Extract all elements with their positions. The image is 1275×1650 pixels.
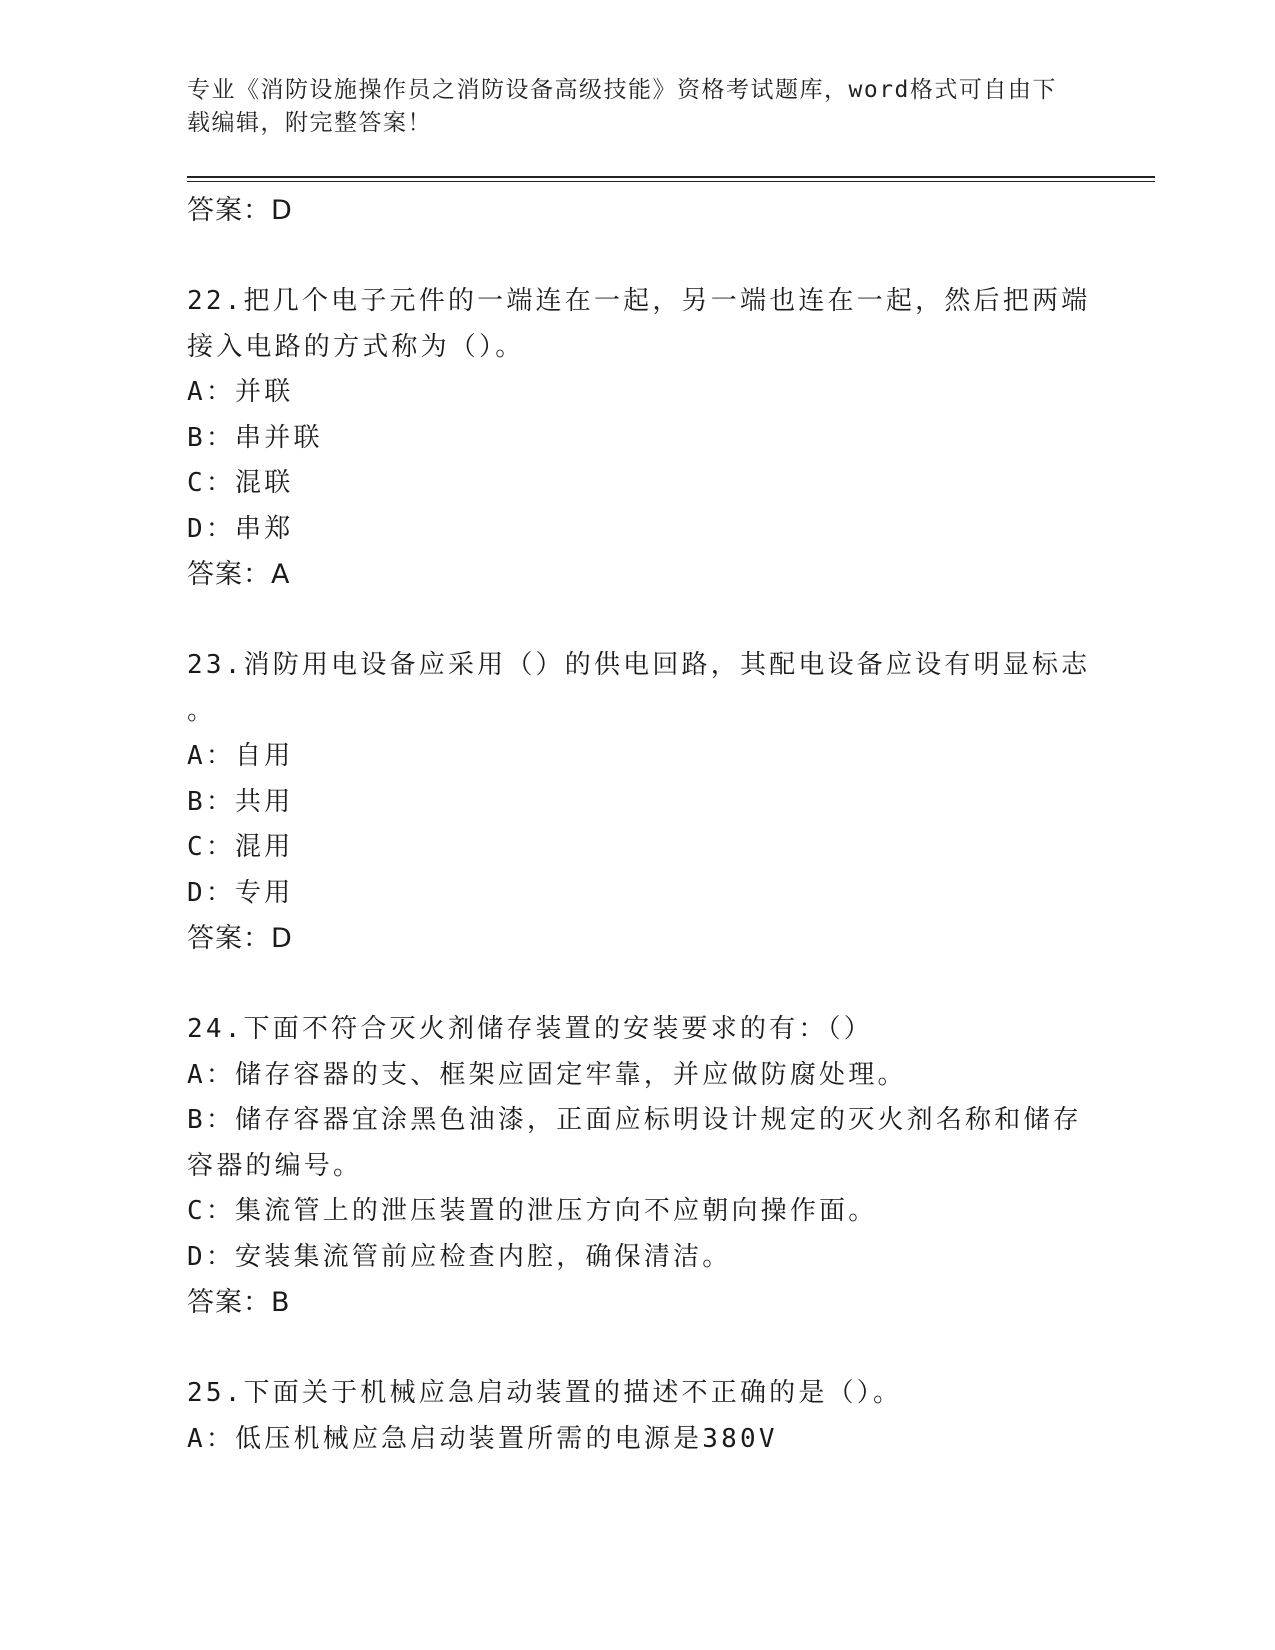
question-stem: 23.消防用电设备应采用（）的供电回路，其配电设备应设有明显标志: [187, 650, 1091, 680]
question-25: [187, 1371, 1157, 1462]
option-b: B：储存容器宜涂黑色油漆，正面应标明设计规定的灭火剂名称和储存: [187, 1105, 1082, 1135]
question-stem: 22.把几个电子元件的一端连在一起，另一端也连在一起，然后把两端: [187, 286, 1091, 316]
answer-24: 答案：B: [187, 1287, 291, 1318]
answer-21: 答案：D: [187, 195, 293, 226]
option-a: A：储存容器的支、框架应固定牢靠，并应做防腐处理。: [187, 1059, 907, 1090]
header-divider-thin: [187, 181, 1155, 182]
question-22: [187, 279, 1157, 598]
answer-23: 答案：D: [187, 923, 293, 954]
option-d: D：安装集流管前应检查内腔，确保清洁。: [187, 1241, 732, 1272]
header-divider-thick: [187, 176, 1155, 178]
option-a: A：低压机械应急启动装置所需的电源是380V: [187, 1423, 778, 1454]
option-c: C：混联: [187, 468, 294, 498]
document-header: [187, 74, 1087, 140]
option-c: C：集流管上的泄压装置的泄压方向不应朝向操作面。: [187, 1196, 878, 1226]
option-d: D：串郑: [187, 513, 294, 544]
option-a: A：并联: [187, 377, 294, 407]
document-page: [187, 0, 1157, 1650]
question-23: [187, 643, 1157, 962]
option-b: B：串并联: [187, 422, 323, 453]
header-line-2: 载编辑，附完整答案！: [187, 110, 432, 136]
option-b-continued: 容器的编号。: [187, 1150, 363, 1181]
spacer: [187, 234, 1157, 280]
option-c: C：混用: [187, 832, 294, 862]
spacer: [187, 962, 1157, 1008]
option-a: A：自用: [187, 741, 294, 771]
question-stem: 接入电路的方式称为（）。: [187, 331, 525, 362]
question-stem: 24.下面不符合灭火剂储存装置的安装要求的有：（）: [187, 1014, 873, 1044]
question-content: [187, 188, 1157, 1462]
question-stem: 。: [187, 695, 217, 726]
option-d: D：专用: [187, 877, 294, 908]
question-24: [187, 1007, 1157, 1326]
answer-22: 答案：A: [187, 559, 291, 590]
option-b: B：共用: [187, 786, 294, 817]
spacer: [187, 1326, 1157, 1372]
header-line-1: 专业《消防设施操作员之消防设备高级技能》资格考试题库，word格式可自由下: [187, 77, 1057, 103]
spacer: [187, 598, 1157, 644]
question-stem: 25.下面关于机械应急启动装置的描述不正确的是（）。: [187, 1378, 903, 1408]
